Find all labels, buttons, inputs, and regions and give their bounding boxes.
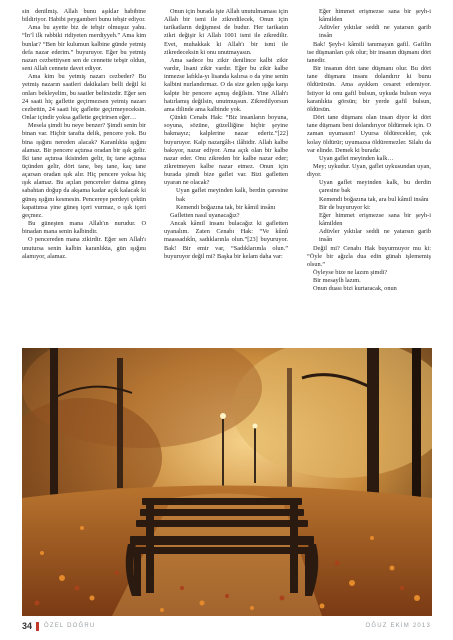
paragraph: Adüvler yıktılar seddi ne yatarsın garib insân bbox=[319, 24, 431, 40]
page-footer bbox=[0, 619, 453, 640]
paragraph: Uyan gaflet meyinden kalk… bbox=[319, 154, 394, 162]
paragraph: Dört tane düşmanı olan insan diyor ki dört tane düşmanı beni dolandırıyor öldürmek için. O zaman uyumasın! Uyursa öldürecekler, çok kolay öldürür; uyumazsa öldüremezler. Silahı da var elinde. Demek ki burada: bbox=[307, 114, 431, 154]
paragraph: Eğer himmet erişmezse sana bir şeyh-i kâmilden bbox=[319, 8, 431, 24]
paragraph: sin denilmiş. Allah bunu aşıklar habibine bildiriyor. Habibi peygamberi bunu tebşir ediyor. bbox=[22, 8, 146, 24]
paragraph: Bak! Şeyh-i kâmili tanımayan gafil. Gafilin ise düşmanları çok olur; bir insanın düşmanı dört tanedir. bbox=[307, 40, 431, 64]
autumn-park-bench-photo bbox=[22, 348, 432, 616]
paragraph: Eğer himmet erişmezse sana bir şeyh-i kâmilden bbox=[319, 211, 431, 228]
paragraph: Ama bu ayette biz de tebşir olmuşuz yahu. “İn’l ilk rabbiki ridiyeten merdiyyeh.” Ama kim bunlar? “Ben bir kulumun kalbine günde yetmiş defa nazar ederim.” buyuruyor. Eğer bu yetmiş nazarı cezbettiysen sen de cennette tebşir oldun, seni Allah cennete davet ediyor. bbox=[22, 24, 146, 73]
paragraph: Bu güneşten mana Allah'ın nurudur. O binadan mana senin kalbindir. bbox=[22, 220, 146, 236]
paragraph: Çünkü Cenabı Hak: “Biz insanların boyuna, soyuna, sözüne, güzelliğine hiçbir şeyine bakmayız; kalplerine nazar ederiz.”[22] buyuruyor. Kalp nazargâh-ı ilâhidir. Allah kalbe bakıyor, nazar ediyor. Ama açık olan bir kalbe nazar eder. Onu zikreden bir kalbe nazar eder; zikretmeyen kalbe nazar etmez. Onun için burada şimdi bize gaflet var. Bizi gafletten uyaran ne olacak? bbox=[164, 114, 288, 187]
paragraph: Ama sadece bu zikir denilince kalbi zikir vardır, lisani zikir vardır. Eğer bu zikir kalbe inmezse lafıkla-yı lisanda kalırsa o da yine senin kalbini nurlandırmaz. O da size gelen ışığa karşı kalpte bir pencere açmış değilsin. Yine Allah'ı hatırlamış değilsin, unutmuşsun. Zikredilyorsun ama dilinde ama kalbinde yok. bbox=[164, 56, 288, 113]
paragraph: Onun için burada işte Allah unutulmaması için Allah bir ismi ile zikredilecek, Onun için tarikatların değişmesi de budur. Her tarikatın zikri değişir ki Allah 1001 ismi ile zikredilir. Evet, muhakkak ki Allah'ı bir ismi ile zikredeceksin ki onu unutmayasın. bbox=[164, 8, 288, 56]
text-column-3 bbox=[307, 8, 431, 293]
issue-label: OĞUZ EKİM 2013 bbox=[365, 623, 431, 629]
paragraph: Değil mi? Cenabı Hak buyurmuyor mu ki: “Öyle bir ağızla dua edin günah işlememiş olsun.” bbox=[307, 244, 431, 268]
paragraph: Uyan gaflet meyinden kalk, berdin çaresine bak bbox=[176, 187, 288, 203]
page-number: 34 bbox=[22, 621, 33, 631]
text-column-1 bbox=[22, 8, 146, 261]
paragraph: Kemendi boğazına tak, ara bul kâmil insânı bbox=[319, 195, 429, 203]
footer-accent-bar bbox=[36, 622, 39, 631]
paragraph: Mey; uykudur. Uyan, gaflet uykusundan uyan, diyor. bbox=[307, 162, 431, 179]
paragraph: Gafletten nasıl uyanacağız? bbox=[170, 211, 240, 219]
paragraph: Mesela şimdi bu neye benzer? Şimdi senin bir binan var. Hiçbir tarafta delik, pencere yok. Bu bina ışığını nereden alacak? Karanlıkta ışığını alamaz. Bir pencere açtınsa oradan bir ışık gelir. İki tane açtınsa ikisinden gelir, üç tane açtınsa üçünden gelir, dört tane, beş tane, kaç tane açarsan oradan ışık alır. Hiç pencere yoksa hiç ışık alamaz. Bu açılan pencereler daima güneş sabahtan doğup da akşama kadar açık kalacak ki güneş ışığını kesmesin. Pencereye perdeyi çektin kapattınsa yine güneş içeri vurmaz, o ışık içeri geçmez. bbox=[22, 122, 146, 219]
magazine-name: ÖZEL DOĞRU bbox=[44, 623, 96, 629]
paragraph: Bir mesaylh lazım. bbox=[313, 277, 361, 285]
paragraph: Öyleyse bize ne lazım şimdi? bbox=[313, 269, 388, 276]
paragraph: Adüvler yıktılar seddi ne yatarsın garib insân bbox=[319, 228, 431, 244]
paragraph: O pencereden mana zikirdir. Eğer sen Allah'ı unutursa senin kalbin karanlıkta, gün ışığını alamıyor, alamaz. bbox=[22, 236, 146, 260]
text-column-2 bbox=[164, 8, 288, 261]
paragraph: Kemendi boğazına tak, bir kâmil insânı bbox=[176, 203, 276, 211]
paragraph: Bir de buyuruyor ki: bbox=[319, 203, 371, 211]
paragraph: Bir insanın dört tane düşmanı olur. Bu dört tane düşmanı insanı dolandırır ki bunu öldürürsün. Ama ayıkken cesaret edemiyor. İstiyor ki onu gafil bulsun, uykuda bulsun veya karanlıkta görsün; bir yerde gafil bulsun, öldürsün. bbox=[307, 65, 431, 113]
paragraph: Ancak kâmil insanı bulacağız ki gafletten uyanalım. Zaten Cenabı Hak: “Ve kûnû maassadıkîn, sadıklarınla olun.”[23] buyuruyor. Bak! Bir emir var, “Sadıklarımla olun.” buyuruyor değil mi? Başka bir kelam daha var: bbox=[164, 220, 288, 260]
paragraph: Onun duası bizi kurtaracak, onun bbox=[313, 285, 397, 293]
paragraph: Ama kim bu yetmiş nazarı cezbeder? Bu yetmiş nazarın saatleri dakikaları belli değil ki onları bekleyelim, bu saatler belirsizdir. Eğer sen 24 saati hiç gaflette geçirmezsen yetmiş nazarı cezbettin, 24 saati hiç gaflette geçirmeyeceksin. Onlar içindir yoksa gaflette geçirirsen eğer… bbox=[22, 73, 146, 122]
paragraph: Uyan gaflet meyinden kalk, bu derdin çaresine bak bbox=[319, 179, 431, 195]
